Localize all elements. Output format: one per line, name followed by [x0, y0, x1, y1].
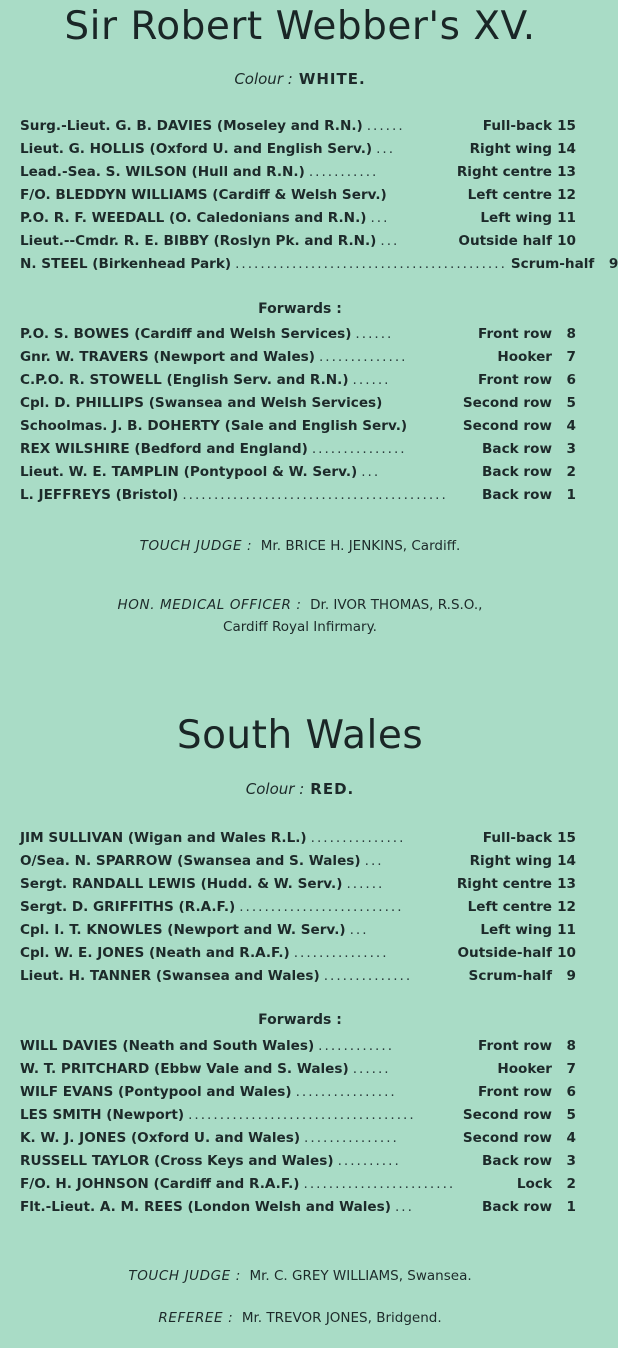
- player-position: Back row: [482, 1199, 552, 1215]
- player-name: Lieut. W. E. TAMPLIN (Pontypool & W. Serv.): [20, 464, 358, 480]
- leader-dots: ........................: [303, 1176, 456, 1192]
- player-row: [20, 1107, 576, 1130]
- player-name: Sergt. RANDALL LEWIS (Hudd. & W. Serv.): [20, 876, 343, 892]
- player-position: Outside half: [458, 233, 552, 249]
- player-number: 10: [557, 945, 576, 961]
- team1-title: Sir Robert Webber's XV.: [64, 4, 536, 49]
- player-position: Front row: [478, 1038, 552, 1054]
- leader-dots: ............: [318, 1038, 395, 1054]
- player-name: W. T. PRITCHARD (Ebbw Vale and S. Wales): [20, 1061, 349, 1077]
- leader-dots: ..........: [337, 1153, 401, 1169]
- player-row: [20, 210, 576, 233]
- player-name: P.O. R. F. WEEDALL (O. Caledonians and R.N.): [20, 210, 367, 226]
- player-row: [20, 487, 576, 510]
- player-row: [20, 418, 576, 441]
- referee-name: Mr. TREVOR JONES, Bridgend.: [241, 1310, 442, 1326]
- medical-officer: [0, 597, 600, 613]
- leader-dots: ..........................: [239, 899, 404, 915]
- player-position: Front row: [478, 326, 552, 342]
- player-row: [20, 1038, 576, 1061]
- player-row: [20, 118, 576, 141]
- player-position: Front row: [478, 372, 552, 388]
- team1-colour-value: WHITE.: [298, 70, 366, 88]
- player-name: Lieut. G. HOLLIS (Oxford U. and English Serv.): [20, 141, 373, 157]
- player-row: [20, 395, 576, 418]
- leader-dots: ................: [295, 1084, 397, 1100]
- player-number: 3: [566, 441, 576, 457]
- player-name: LES SMITH (Newport): [20, 1107, 185, 1123]
- leader-dots: ...: [394, 1199, 414, 1215]
- touch-judge-name: Mr. C. GREY WILLIAMS, Swansea.: [249, 1268, 472, 1284]
- medical-officer-label: HON. MEDICAL OFFICER :: [117, 597, 302, 613]
- touch-judge-label: TOUCH JUDGE :: [139, 538, 253, 554]
- team2-backs-list: [20, 830, 576, 991]
- player-name: Surg.-Lieut. G. B. DAVIES (Moseley and R.N.): [20, 118, 363, 134]
- player-number: 4: [566, 1130, 576, 1146]
- leader-dots: ..........................................: [182, 487, 448, 503]
- player-name: L. JEFFREYS (Bristol): [20, 487, 179, 503]
- player-name: N. STEEL (Birkenhead Park): [20, 256, 232, 272]
- player-position: Back row: [482, 464, 552, 480]
- player-position: Second row: [462, 1130, 552, 1146]
- player-number: 12: [557, 187, 576, 203]
- player-position: Lock: [516, 1176, 552, 1192]
- leader-dots: ......: [352, 1061, 391, 1077]
- player-position: Front row: [478, 1084, 552, 1100]
- player-number: 2: [566, 1176, 576, 1192]
- player-position: Second row: [462, 418, 552, 434]
- team2-title: South Wales: [176, 713, 424, 758]
- medical-officer-institution: Cardiff Royal Infirmary.: [223, 619, 377, 635]
- player-position: Back row: [482, 1153, 552, 1169]
- player-name: Sergt. D. GRIFFITHS (R.A.F.): [20, 899, 236, 915]
- player-row: [20, 187, 576, 210]
- leader-dots: ......: [352, 372, 391, 388]
- player-number: 13: [557, 164, 576, 180]
- player-name: REX WILSHIRE (Bedford and England): [20, 441, 308, 457]
- player-name: O/Sea. N. SPARROW (Swansea and S. Wales): [20, 853, 361, 869]
- leader-dots: ......: [355, 326, 394, 342]
- player-name: Gnr. W. TRAVERS (Newport and Wales): [20, 349, 315, 365]
- leader-dots: ....................................: [188, 1107, 416, 1123]
- player-position: Right centre: [456, 876, 552, 892]
- team2-colour: [0, 780, 600, 798]
- player-position: Left wing: [480, 922, 552, 938]
- player-name: K. W. J. JONES (Oxford U. and Wales): [20, 1130, 301, 1146]
- leader-dots: ......: [346, 876, 385, 892]
- team2-touch-judge: [0, 1268, 600, 1284]
- leader-dots: ...........: [308, 164, 379, 180]
- player-row: [20, 945, 576, 968]
- team2-colour-label: Colour :: [245, 780, 305, 798]
- player-row: [20, 441, 576, 464]
- player-position: Second row: [462, 1107, 552, 1123]
- player-name: F/O. BLEDDYN WILLIAMS (Cardiff & Welsh Serv.): [20, 187, 387, 203]
- player-name: F/O. H. JOHNSON (Cardiff and R.A.F.): [20, 1176, 300, 1192]
- player-position: Right wing: [469, 853, 552, 869]
- player-position: Hooker: [497, 1061, 552, 1077]
- team1-backs-list: [20, 118, 618, 279]
- player-name: C.P.O. R. STOWELL (English Serv. and R.N.): [20, 372, 349, 388]
- player-position: Second row: [462, 395, 552, 411]
- player-row: [20, 830, 576, 853]
- player-name: JIM SULLIVAN (Wigan and Wales R.L.): [20, 830, 307, 846]
- player-name: Cpl. D. PHILLIPS (Swansea and Welsh Services): [20, 395, 383, 411]
- player-number: 11: [557, 210, 576, 226]
- player-position: Right centre: [456, 164, 552, 180]
- leader-dots: ...: [380, 233, 400, 249]
- leader-dots: ...: [361, 464, 381, 480]
- leader-dots: ...: [364, 853, 384, 869]
- leader-dots: ...............: [310, 830, 406, 846]
- player-name: Schoolmas. J. B. DOHERTY (Sale and English Serv.): [20, 418, 408, 434]
- player-row: [20, 464, 576, 487]
- player-name: WILF EVANS (Pontypool and Wales): [20, 1084, 292, 1100]
- player-position: Left centre: [467, 899, 552, 915]
- player-name: Cpl. I. T. KNOWLES (Newport and W. Serv.): [20, 922, 346, 938]
- player-number: 4: [566, 418, 576, 434]
- team2-forwards-list: [20, 1038, 576, 1222]
- player-name: Cpl. W. E. JONES (Neath and R.A.F.): [20, 945, 290, 961]
- player-number: 7: [566, 349, 576, 365]
- player-number: 3: [566, 1153, 576, 1169]
- player-position: Scrum-half: [510, 256, 595, 272]
- leader-dots: ...............: [311, 441, 407, 457]
- player-name: RUSSELL TAYLOR (Cross Keys and Wales): [20, 1153, 334, 1169]
- player-position: Left wing: [480, 210, 552, 226]
- team1-colour: [0, 70, 600, 88]
- team1-forwards-list: [20, 326, 576, 510]
- player-row: [20, 1176, 576, 1199]
- player-position: Full-back: [482, 830, 552, 846]
- player-position: Scrum-half: [468, 968, 552, 984]
- player-position: Hooker: [497, 349, 552, 365]
- team2-colour-value: RED.: [310, 780, 355, 798]
- player-row: [20, 372, 576, 395]
- player-position: Back row: [482, 487, 552, 503]
- leader-dots: ...............: [304, 1130, 399, 1146]
- player-row: [20, 1153, 576, 1176]
- player-row: [20, 349, 576, 372]
- player-number: 14: [557, 141, 576, 157]
- player-row: [20, 141, 576, 164]
- player-number: 7: [566, 1061, 576, 1077]
- player-number: 15: [557, 830, 576, 846]
- player-row: [20, 922, 576, 945]
- leader-dots: ...: [349, 922, 369, 938]
- player-row: [20, 256, 618, 279]
- player-position: Right wing: [469, 141, 552, 157]
- player-row: [20, 326, 576, 349]
- leader-dots: ...: [376, 141, 396, 157]
- player-name: Lead.-Sea. S. WILSON (Hull and R.N.): [20, 164, 305, 180]
- player-row: [20, 1199, 576, 1222]
- player-number: 1: [566, 1199, 576, 1215]
- player-number: 1: [566, 487, 576, 503]
- leader-dots: ..............: [318, 349, 408, 365]
- player-name: P.O. S. BOWES (Cardiff and Welsh Services): [20, 326, 352, 342]
- player-position: Left centre: [467, 187, 552, 203]
- player-number: 13: [557, 876, 576, 892]
- referee: [0, 1310, 600, 1326]
- player-row: [20, 1061, 576, 1084]
- player-name: WILL DAVIES (Neath and South Wales): [20, 1038, 315, 1054]
- player-row: [20, 968, 576, 991]
- player-number: 11: [557, 922, 576, 938]
- leader-dots: ...............: [293, 945, 389, 961]
- leader-dots: ...........................................: [235, 256, 507, 272]
- player-number: 6: [566, 372, 576, 388]
- player-position: Back row: [482, 441, 552, 457]
- leader-dots: ..............: [323, 968, 413, 984]
- touch-judge-label: TOUCH JUDGE :: [128, 1268, 241, 1284]
- touch-judge-name: Mr. BRICE H. JENKINS, Cardiff.: [260, 538, 461, 554]
- player-row: [20, 1084, 576, 1107]
- player-number: 5: [566, 1107, 576, 1123]
- team1-colour-label: Colour :: [234, 70, 293, 88]
- player-number: 15: [557, 118, 576, 134]
- player-number: 10: [557, 233, 576, 249]
- player-number: 8: [566, 326, 576, 342]
- player-number: 6: [566, 1084, 576, 1100]
- player-row: [20, 1130, 576, 1153]
- player-position: Outside-half: [457, 945, 552, 961]
- player-row: [20, 164, 576, 187]
- referee-label: REFEREE :: [158, 1310, 234, 1326]
- team1-forwards-heading: Forwards :: [258, 301, 342, 317]
- player-row: [20, 899, 576, 922]
- player-name: Lieut. H. TANNER (Swansea and Wales): [20, 968, 320, 984]
- player-number: 12: [557, 899, 576, 915]
- player-row: [20, 876, 576, 899]
- player-position: Full-back: [482, 118, 552, 134]
- player-number: 2: [566, 464, 576, 480]
- player-number: 9: [566, 968, 576, 984]
- player-row: [20, 233, 576, 256]
- team2-forwards-heading: Forwards :: [258, 1012, 342, 1028]
- player-row: [20, 853, 576, 876]
- player-number: 8: [566, 1038, 576, 1054]
- player-name: Flt.-Lieut. A. M. REES (London Welsh and Wales): [20, 1199, 391, 1215]
- player-number: 5: [566, 395, 576, 411]
- leader-dots: ...: [370, 210, 390, 226]
- medical-officer-name: Dr. IVOR THOMAS, R.S.O.,: [310, 597, 483, 613]
- player-number: 14: [557, 853, 576, 869]
- player-number: 9: [608, 256, 618, 272]
- team1-touch-judge: [0, 538, 600, 554]
- player-name: Lieut.--Cmdr. R. E. BIBBY (Roslyn Pk. and R.N.): [20, 233, 377, 249]
- leader-dots: ......: [366, 118, 405, 134]
